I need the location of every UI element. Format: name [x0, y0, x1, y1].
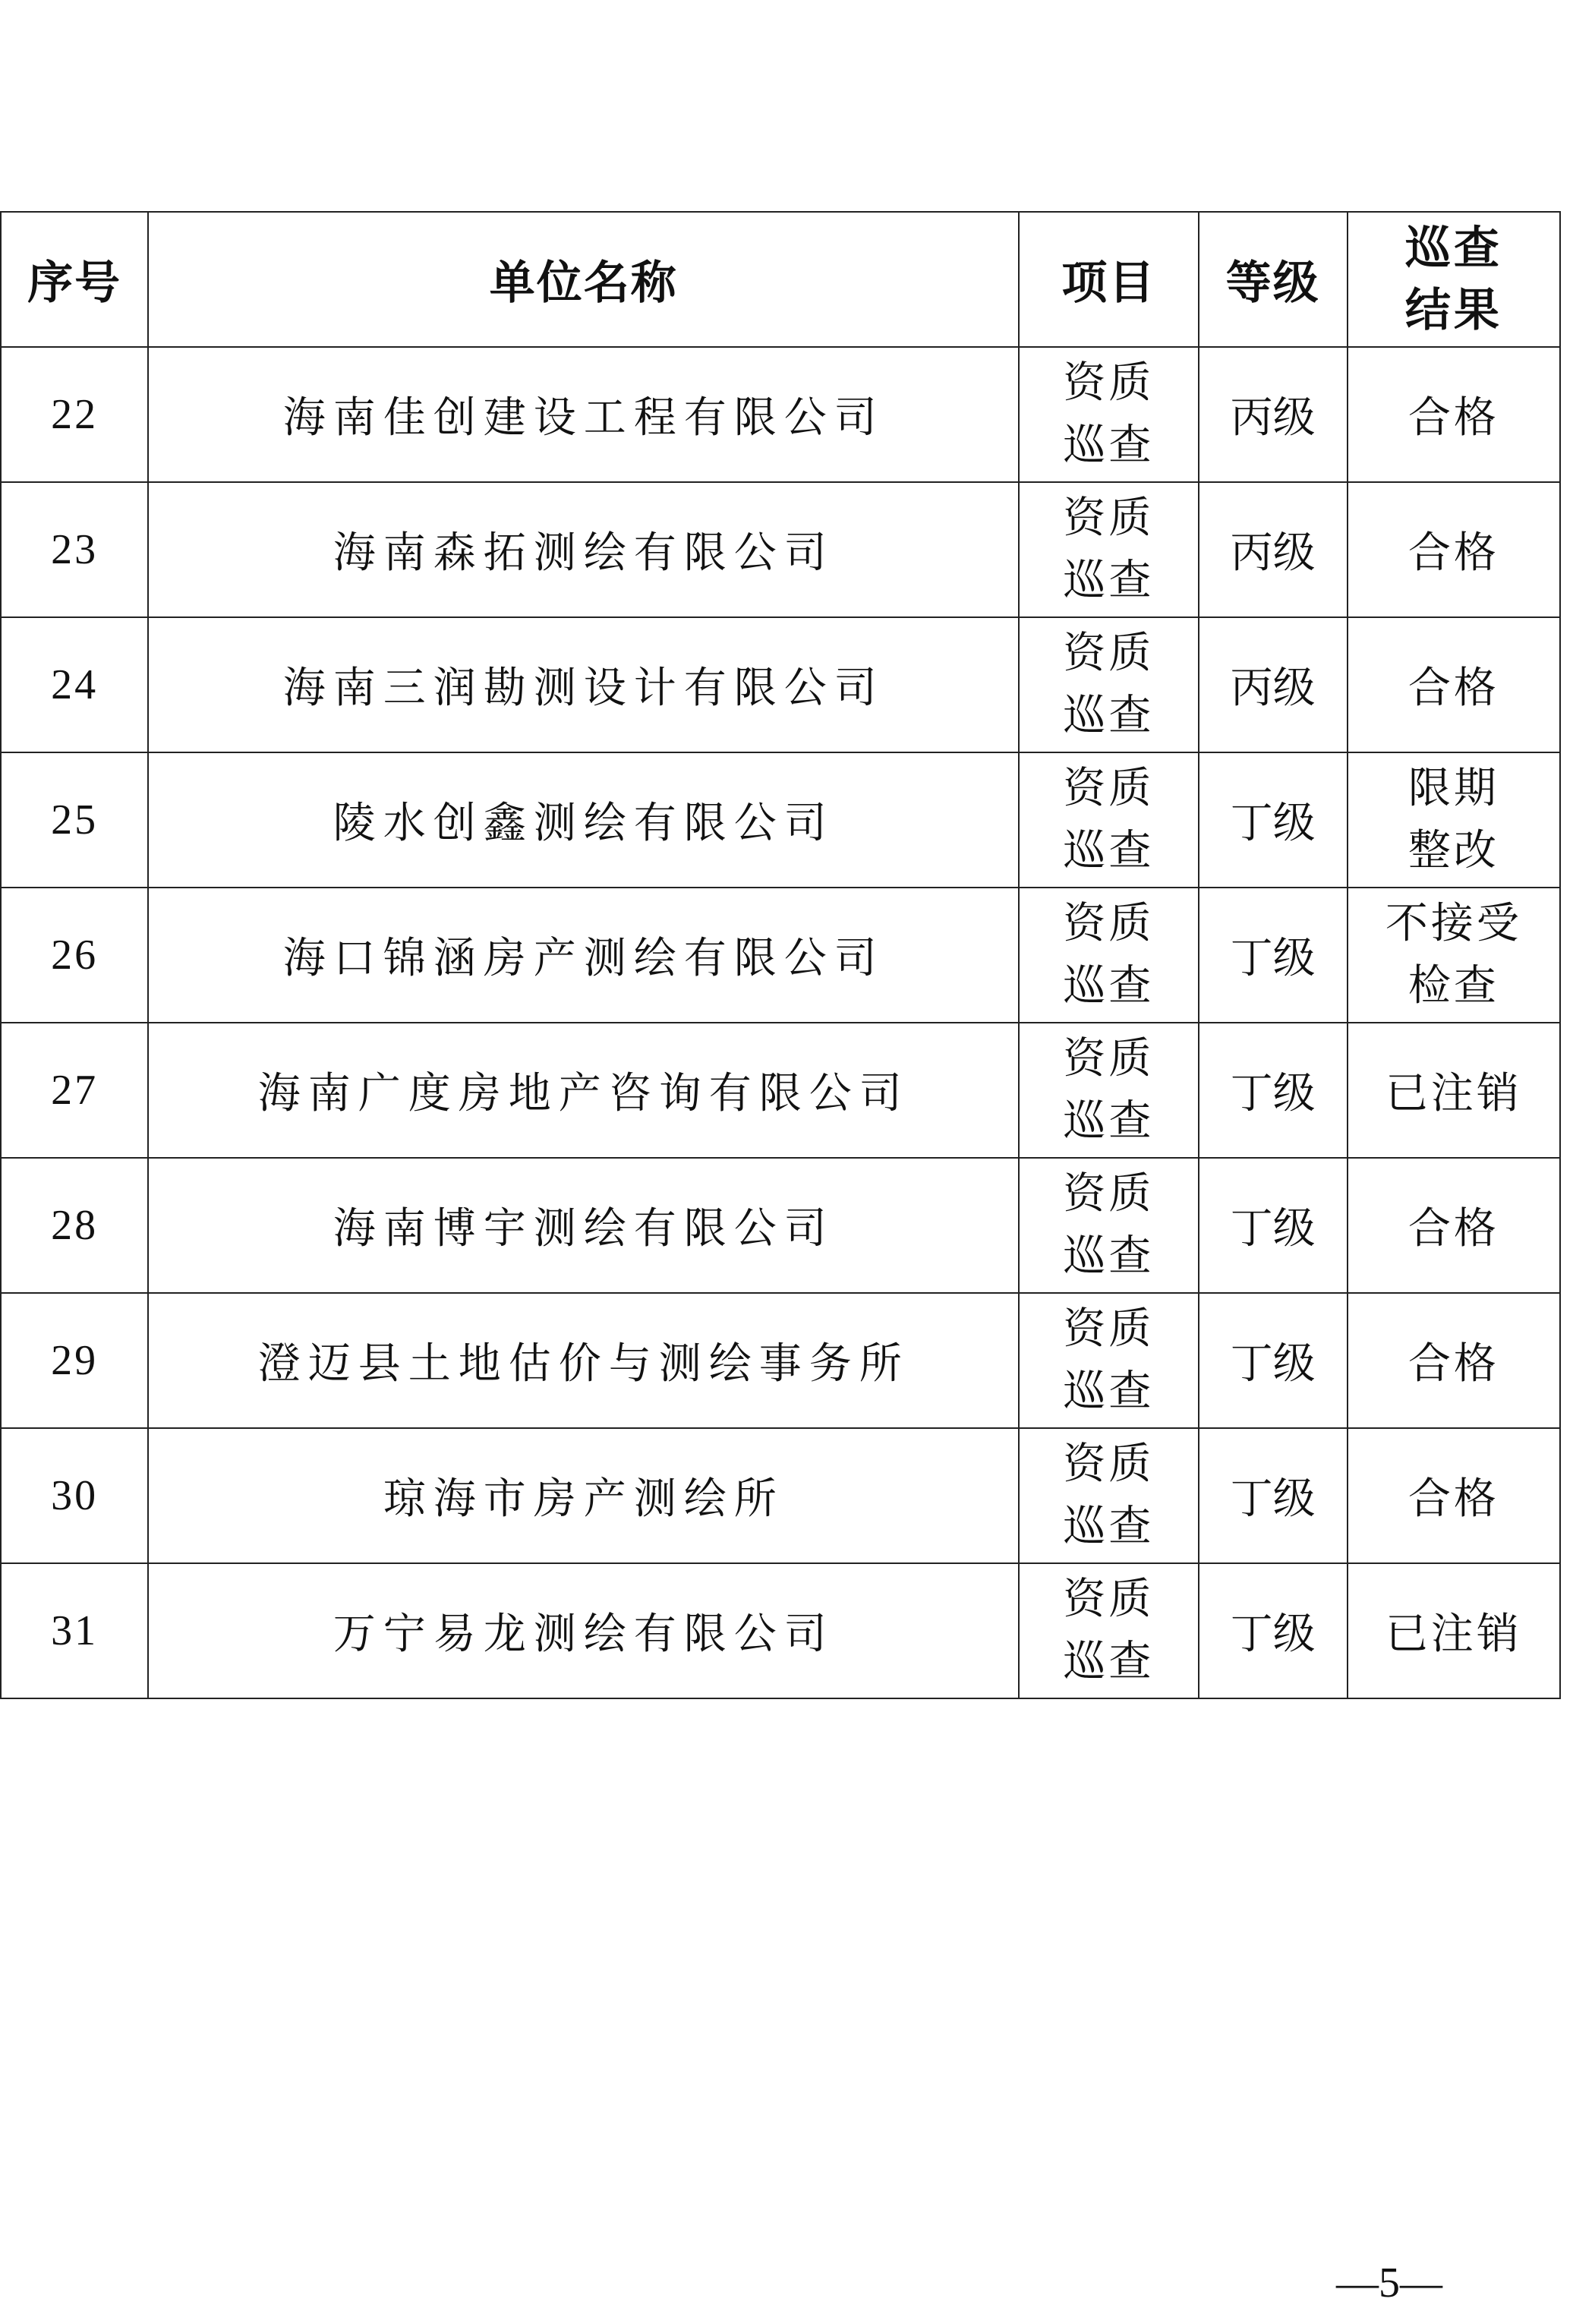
result-line2: 检查 [1408, 961, 1499, 1011]
item-cell [1019, 1563, 1198, 1698]
item-line1: 资质 [1063, 358, 1155, 408]
row-number: 26 [1, 888, 148, 1023]
row-number: 31 [1, 1563, 148, 1698]
grade-cell: 丁级 [1199, 1293, 1348, 1428]
row-number: 24 [1, 617, 148, 752]
item-line2: 巡查 [1063, 1502, 1155, 1551]
page-number: —5— [1336, 2259, 1442, 2307]
company-name: 万宁易龙测绘有限公司 [148, 1563, 1019, 1698]
header-result [1348, 212, 1560, 347]
table-row [1, 752, 1560, 888]
item-cell [1019, 482, 1198, 617]
item-line2: 巡查 [1063, 961, 1155, 1011]
result-cell: 已注销 [1348, 1563, 1560, 1698]
header-grade: 等级 [1199, 212, 1348, 347]
company-name: 海南广度房地产咨询有限公司 [148, 1023, 1019, 1158]
result-cell: 合格 [1348, 482, 1560, 617]
item-line1: 资质 [1063, 1034, 1155, 1083]
table-body [1, 347, 1560, 1698]
item-line2: 巡查 [1063, 1096, 1155, 1146]
result-line2: 整改 [1408, 826, 1499, 875]
company-name: 海南佳创建设工程有限公司 [148, 347, 1019, 482]
item-line2: 巡查 [1063, 556, 1155, 605]
table-header [1, 212, 1560, 347]
header-name: 单位名称 [148, 212, 1019, 347]
item-line1: 资质 [1063, 1439, 1155, 1489]
result-cell [1348, 752, 1560, 888]
result-cell: 已注销 [1348, 1023, 1560, 1158]
row-number: 29 [1, 1293, 148, 1428]
grade-cell: 丙级 [1199, 482, 1348, 617]
company-name: 海口锦涵房产测绘有限公司 [148, 888, 1019, 1023]
table-row [1, 1023, 1560, 1158]
company-name: 澄迈县土地估价与测绘事务所 [148, 1293, 1019, 1428]
row-number: 27 [1, 1023, 148, 1158]
row-number: 25 [1, 752, 148, 888]
header-no: 序号 [1, 212, 148, 347]
header-result-line1: 巡查 [1404, 222, 1502, 275]
result-cell: 合格 [1348, 1428, 1560, 1563]
inspection-results-table [0, 211, 1561, 1699]
item-line1: 资质 [1063, 1169, 1155, 1219]
item-line1: 资质 [1063, 1575, 1155, 1624]
table-row [1, 1158, 1560, 1293]
header-result-line2: 结果 [1404, 284, 1502, 337]
result-cell [1348, 888, 1560, 1023]
grade-cell: 丁级 [1199, 752, 1348, 888]
item-cell [1019, 752, 1198, 888]
row-number: 23 [1, 482, 148, 617]
item-line2: 巡查 [1063, 421, 1155, 470]
result-cell: 合格 [1348, 1293, 1560, 1428]
row-number: 30 [1, 1428, 148, 1563]
item-line1: 资质 [1063, 1304, 1155, 1354]
company-name: 陵水创鑫测绘有限公司 [148, 752, 1019, 888]
result-line1: 不接受 [1385, 899, 1522, 948]
table-row [1, 617, 1560, 752]
item-cell [1019, 888, 1198, 1023]
item-line1: 资质 [1063, 764, 1155, 813]
result-line1: 限期 [1408, 764, 1499, 813]
grade-cell: 丁级 [1199, 1563, 1348, 1698]
item-cell [1019, 347, 1198, 482]
grade-cell: 丁级 [1199, 888, 1348, 1023]
grade-cell: 丙级 [1199, 617, 1348, 752]
header-row [1, 212, 1560, 347]
table-row [1, 1428, 1560, 1563]
table-row [1, 1563, 1560, 1698]
header-item: 项目 [1019, 212, 1198, 347]
item-line1: 资质 [1063, 493, 1155, 543]
grade-cell: 丁级 [1199, 1158, 1348, 1293]
item-line1: 资质 [1063, 629, 1155, 678]
item-line2: 巡查 [1063, 1637, 1155, 1686]
company-name: 海南三润勘测设计有限公司 [148, 617, 1019, 752]
item-line2: 巡查 [1063, 691, 1155, 740]
result-cell: 合格 [1348, 1158, 1560, 1293]
company-name: 海南森拓测绘有限公司 [148, 482, 1019, 617]
item-cell [1019, 1023, 1198, 1158]
row-number: 22 [1, 347, 148, 482]
grade-cell: 丁级 [1199, 1023, 1348, 1158]
item-line2: 巡查 [1063, 1367, 1155, 1416]
result-cell: 合格 [1348, 347, 1560, 482]
row-number: 28 [1, 1158, 148, 1293]
item-line1: 资质 [1063, 899, 1155, 948]
grade-cell: 丁级 [1199, 1428, 1348, 1563]
item-cell [1019, 1428, 1198, 1563]
item-line2: 巡查 [1063, 826, 1155, 875]
company-name: 琼海市房产测绘所 [148, 1428, 1019, 1563]
table-row [1, 347, 1560, 482]
grade-cell: 丙级 [1199, 347, 1348, 482]
table-row [1, 1293, 1560, 1428]
item-cell [1019, 1293, 1198, 1428]
result-cell: 合格 [1348, 617, 1560, 752]
item-cell [1019, 1158, 1198, 1293]
table-row [1, 482, 1560, 617]
item-line2: 巡查 [1063, 1231, 1155, 1281]
table-row [1, 888, 1560, 1023]
item-cell [1019, 617, 1198, 752]
company-name: 海南博宇测绘有限公司 [148, 1158, 1019, 1293]
